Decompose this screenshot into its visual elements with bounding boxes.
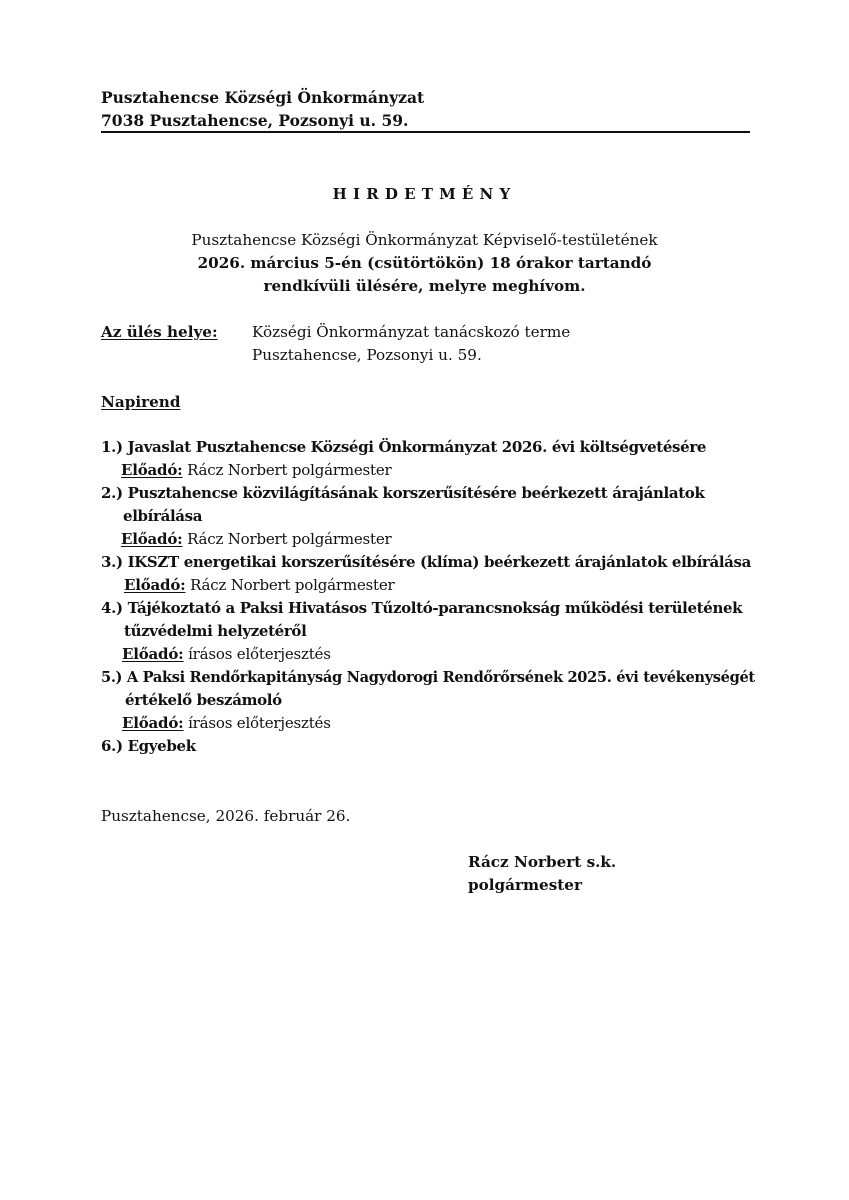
intro-line-3: rendkívüli ülésére, melyre meghívom.: [263, 277, 586, 295]
venue-line-1: Községi Önkormányzat tanácskozó terme: [252, 323, 571, 341]
presenter-label: Előadó:: [122, 714, 184, 732]
agenda-item-1-presenter: [121, 460, 392, 480]
document-title: HIRDETMÉNY: [332, 185, 517, 203]
presenter-label: Előadó:: [121, 530, 183, 548]
agenda-item-1: 1.) Javaslat Pusztahencse Községi Önkormányzat 2026. évi költségvetésére: [101, 438, 707, 456]
signer-name: Rácz Norbert s.k.: [468, 853, 617, 871]
agenda-item-3: 3.) IKSZT energetikai korszerűsítésére (klíma) beérkezett árajánlatok elbírálása: [101, 553, 752, 571]
place-date: Pusztahencse, 2026. február 26.: [101, 807, 351, 825]
agenda-item-6: 6.) Egyebek: [101, 737, 196, 755]
agenda-item-5-continuation: értékelő beszámoló: [125, 691, 282, 709]
venue-label: Az ülés helye:: [101, 323, 218, 341]
presenter-name: Rácz Norbert polgármester: [187, 461, 392, 479]
presenter-name: írásos előterjesztés: [188, 645, 331, 663]
presenter-label: Előadó:: [124, 576, 186, 594]
org-address: 7038 Pusztahencse, Pozsonyi u. 59.: [101, 111, 409, 130]
agenda-item-2-continuation: elbírálása: [123, 507, 203, 525]
header-divider: [101, 131, 750, 133]
agenda-item-4: 4.) Tájékoztató a Paksi Hivatásos Tűzoltó-parancsnokság működési területének: [101, 599, 743, 617]
presenter-name: Rácz Norbert polgármester: [190, 576, 395, 594]
presenter-label: Előadó:: [122, 645, 184, 663]
signer-title: polgármester: [468, 876, 582, 894]
intro-line-2: 2026. március 5-én (csütörtökön) 18 órakor tartandó: [197, 254, 652, 272]
presenter-label: Előadó:: [121, 461, 183, 479]
presenter-name: Rácz Norbert polgármester: [187, 530, 392, 548]
agenda-item-3-presenter: [124, 575, 395, 595]
org-name: Pusztahencse Községi Önkormányzat: [101, 88, 425, 107]
presenter-name: írásos előterjesztés: [188, 714, 331, 732]
agenda-item-5-presenter: [122, 713, 331, 733]
agenda-heading: Napirend: [101, 393, 181, 411]
venue-line-2: Pusztahencse, Pozsonyi u. 59.: [252, 346, 482, 364]
intro-line-1: Pusztahencse Községi Önkormányzat Képviselő-testületének: [191, 231, 658, 249]
agenda-item-4-continuation: tűzvédelmi helyzetéről: [124, 622, 307, 640]
agenda-item-2: 2.) Pusztahencse közvilágításának korszerűsítésére beérkezett árajánlatok: [101, 484, 705, 502]
agenda-item-4-presenter: [122, 644, 331, 664]
agenda-item-5: 5.) A Paksi Rendőrkapitányság Nagydorogi Rendőrőrsének 2025. évi tevékenységét: [101, 668, 755, 686]
agenda-item-2-presenter: [121, 529, 392, 549]
